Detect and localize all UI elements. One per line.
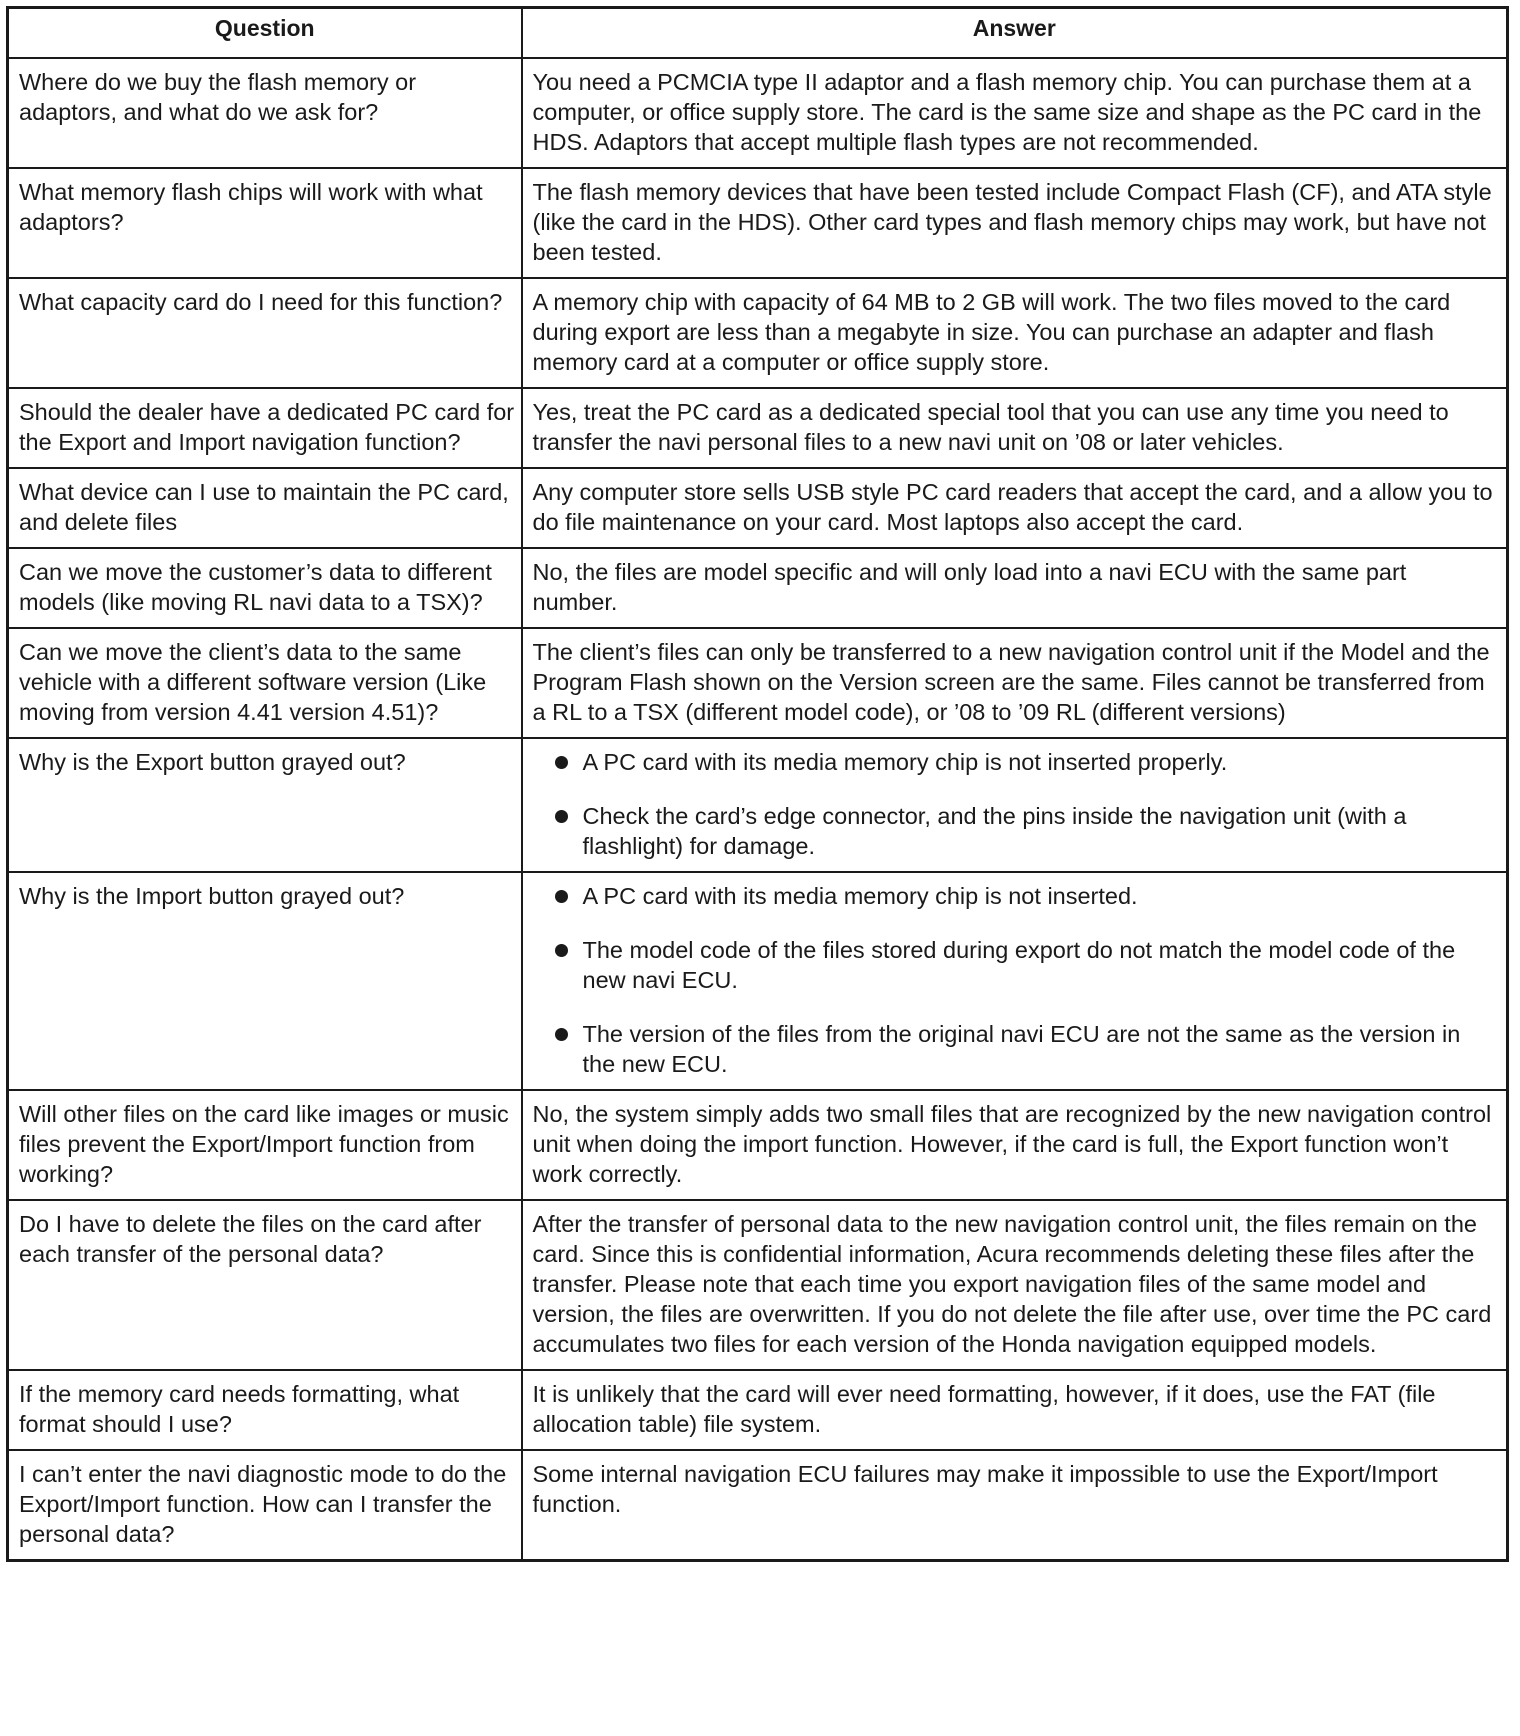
bullet-item: [533, 1019, 1497, 1079]
answer-cell: No, the system simply adds two small files that are recognized by the new navigation control unit when doing the import function. However, if the card is full, the Export function won’t work correctly.: [522, 1090, 1508, 1200]
bullet-icon: [555, 890, 568, 903]
question-cell: Where do we buy the flash memory or adaptors, and what do we ask for?: [8, 58, 522, 168]
answer-cell: It is unlikely that the card will ever need formatting, however, if it does, use the FAT (file allocation table) file system.: [522, 1370, 1508, 1450]
question-column-header: Question: [8, 8, 522, 58]
header-row: [8, 8, 1508, 58]
table-row: [8, 872, 1508, 1090]
question-cell: What device can I use to maintain the PC card, and delete files: [8, 468, 522, 548]
table-row: [8, 388, 1508, 468]
bullet-text: Check the card’s edge connector, and the pins inside the navigation unit (with a flashlight) for damage.: [582, 802, 1407, 859]
bullet-icon: [555, 756, 568, 769]
answer-bullet-list: [533, 881, 1497, 1079]
answer-cell: [522, 872, 1508, 1090]
faq-table: [6, 6, 1509, 1562]
question-cell: Can we move the customer’s data to different models (like moving RL navi data to a TSX)?: [8, 548, 522, 628]
table-row: [8, 278, 1508, 388]
table-row: [8, 168, 1508, 278]
bullet-item: [533, 881, 1497, 911]
question-cell: If the memory card needs formatting, what format should I use?: [8, 1370, 522, 1450]
answer-column-header: Answer: [522, 8, 1508, 58]
question-cell: I can’t enter the navi diagnostic mode to do the Export/Import function. How can I transfer the personal data?: [8, 1450, 522, 1561]
table-row: [8, 1450, 1508, 1561]
bullet-icon: [555, 944, 568, 957]
bullet-item: [533, 935, 1497, 995]
table-row: [8, 738, 1508, 872]
bullet-text: A PC card with its media memory chip is not inserted properly.: [582, 748, 1228, 775]
table-row: [8, 1200, 1508, 1370]
table-row: [8, 58, 1508, 168]
question-cell: Should the dealer have a dedicated PC card for the Export and Import navigation function?: [8, 388, 522, 468]
question-cell: Why is the Import button grayed out?: [8, 872, 522, 1090]
bullet-item: [533, 801, 1497, 861]
answer-cell: Yes, treat the PC card as a dedicated special tool that you can use any time you need to transfer the navi personal files to a new navi unit on ’08 or later vehicles.: [522, 388, 1508, 468]
bullet-icon: [555, 1028, 568, 1041]
answer-cell: The flash memory devices that have been tested include Compact Flash (CF), and ATA style (like the card in the HDS). Other card types and flash memory chips may work, but have not been tested.: [522, 168, 1508, 278]
bullet-text: The version of the files from the original navi ECU are not the same as the version in the new ECU.: [582, 1020, 1461, 1077]
bullet-item: [533, 747, 1497, 777]
answer-cell: [522, 738, 1508, 872]
answer-cell: The client’s files can only be transferred to a new navigation control unit if the Model and the Program Flash shown on the Version screen are the same. Files cannot be transferred from a RL to a TSX (different model code), or ’08 to ’09 RL (different versions): [522, 628, 1508, 738]
question-cell: Can we move the client’s data to the same vehicle with a different software version (Like moving from version 4.41 version 4.51)?: [8, 628, 522, 738]
table-row: [8, 628, 1508, 738]
bullet-text: A PC card with its media memory chip is not inserted.: [582, 882, 1138, 909]
answer-cell: Some internal navigation ECU failures may make it impossible to use the Export/Import function.: [522, 1450, 1508, 1561]
bullet-icon: [555, 810, 568, 823]
answer-cell: You need a PCMCIA type II adaptor and a flash memory chip. You can purchase them at a computer, or office supply store. The card is the same size and shape as the PC card in the HDS. Adaptors that accept multiple flash types are not recommended.: [522, 58, 1508, 168]
bullet-text: The model code of the files stored during export do not match the model code of the new navi ECU.: [582, 936, 1456, 993]
table-row: [8, 1370, 1508, 1450]
question-cell: Will other files on the card like images or music files prevent the Export/Import function from working?: [8, 1090, 522, 1200]
question-cell: What capacity card do I need for this function?: [8, 278, 522, 388]
table-row: [8, 468, 1508, 548]
answer-bullet-list: [533, 747, 1497, 861]
table-row: [8, 548, 1508, 628]
faq-document: [6, 6, 1506, 1562]
question-cell: Do I have to delete the files on the card after each transfer of the personal data?: [8, 1200, 522, 1370]
answer-cell: A memory chip with capacity of 64 MB to 2 GB will work. The two files moved to the card during export are less than a megabyte in size. You can purchase an adapter and flash memory card at a computer or office supply store.: [522, 278, 1508, 388]
answer-cell: After the transfer of personal data to the new navigation control unit, the files remain on the card. Since this is confidential information, Acura recommends deleting these files after the transfer. Please note that each time you export navigation files of the same model and version, the files are overwritten. If you do not delete the file after use, over time the PC card accumulates two files for each version of the Honda navigation equipped models.: [522, 1200, 1508, 1370]
question-cell: What memory flash chips will work with what adaptors?: [8, 168, 522, 278]
answer-cell: No, the files are model specific and will only load into a navi ECU with the same part number.: [522, 548, 1508, 628]
table-row: [8, 1090, 1508, 1200]
question-cell: Why is the Export button grayed out?: [8, 738, 522, 872]
answer-cell: Any computer store sells USB style PC card readers that accept the card, and a allow you to do file maintenance on your card. Most laptops also accept the card.: [522, 468, 1508, 548]
